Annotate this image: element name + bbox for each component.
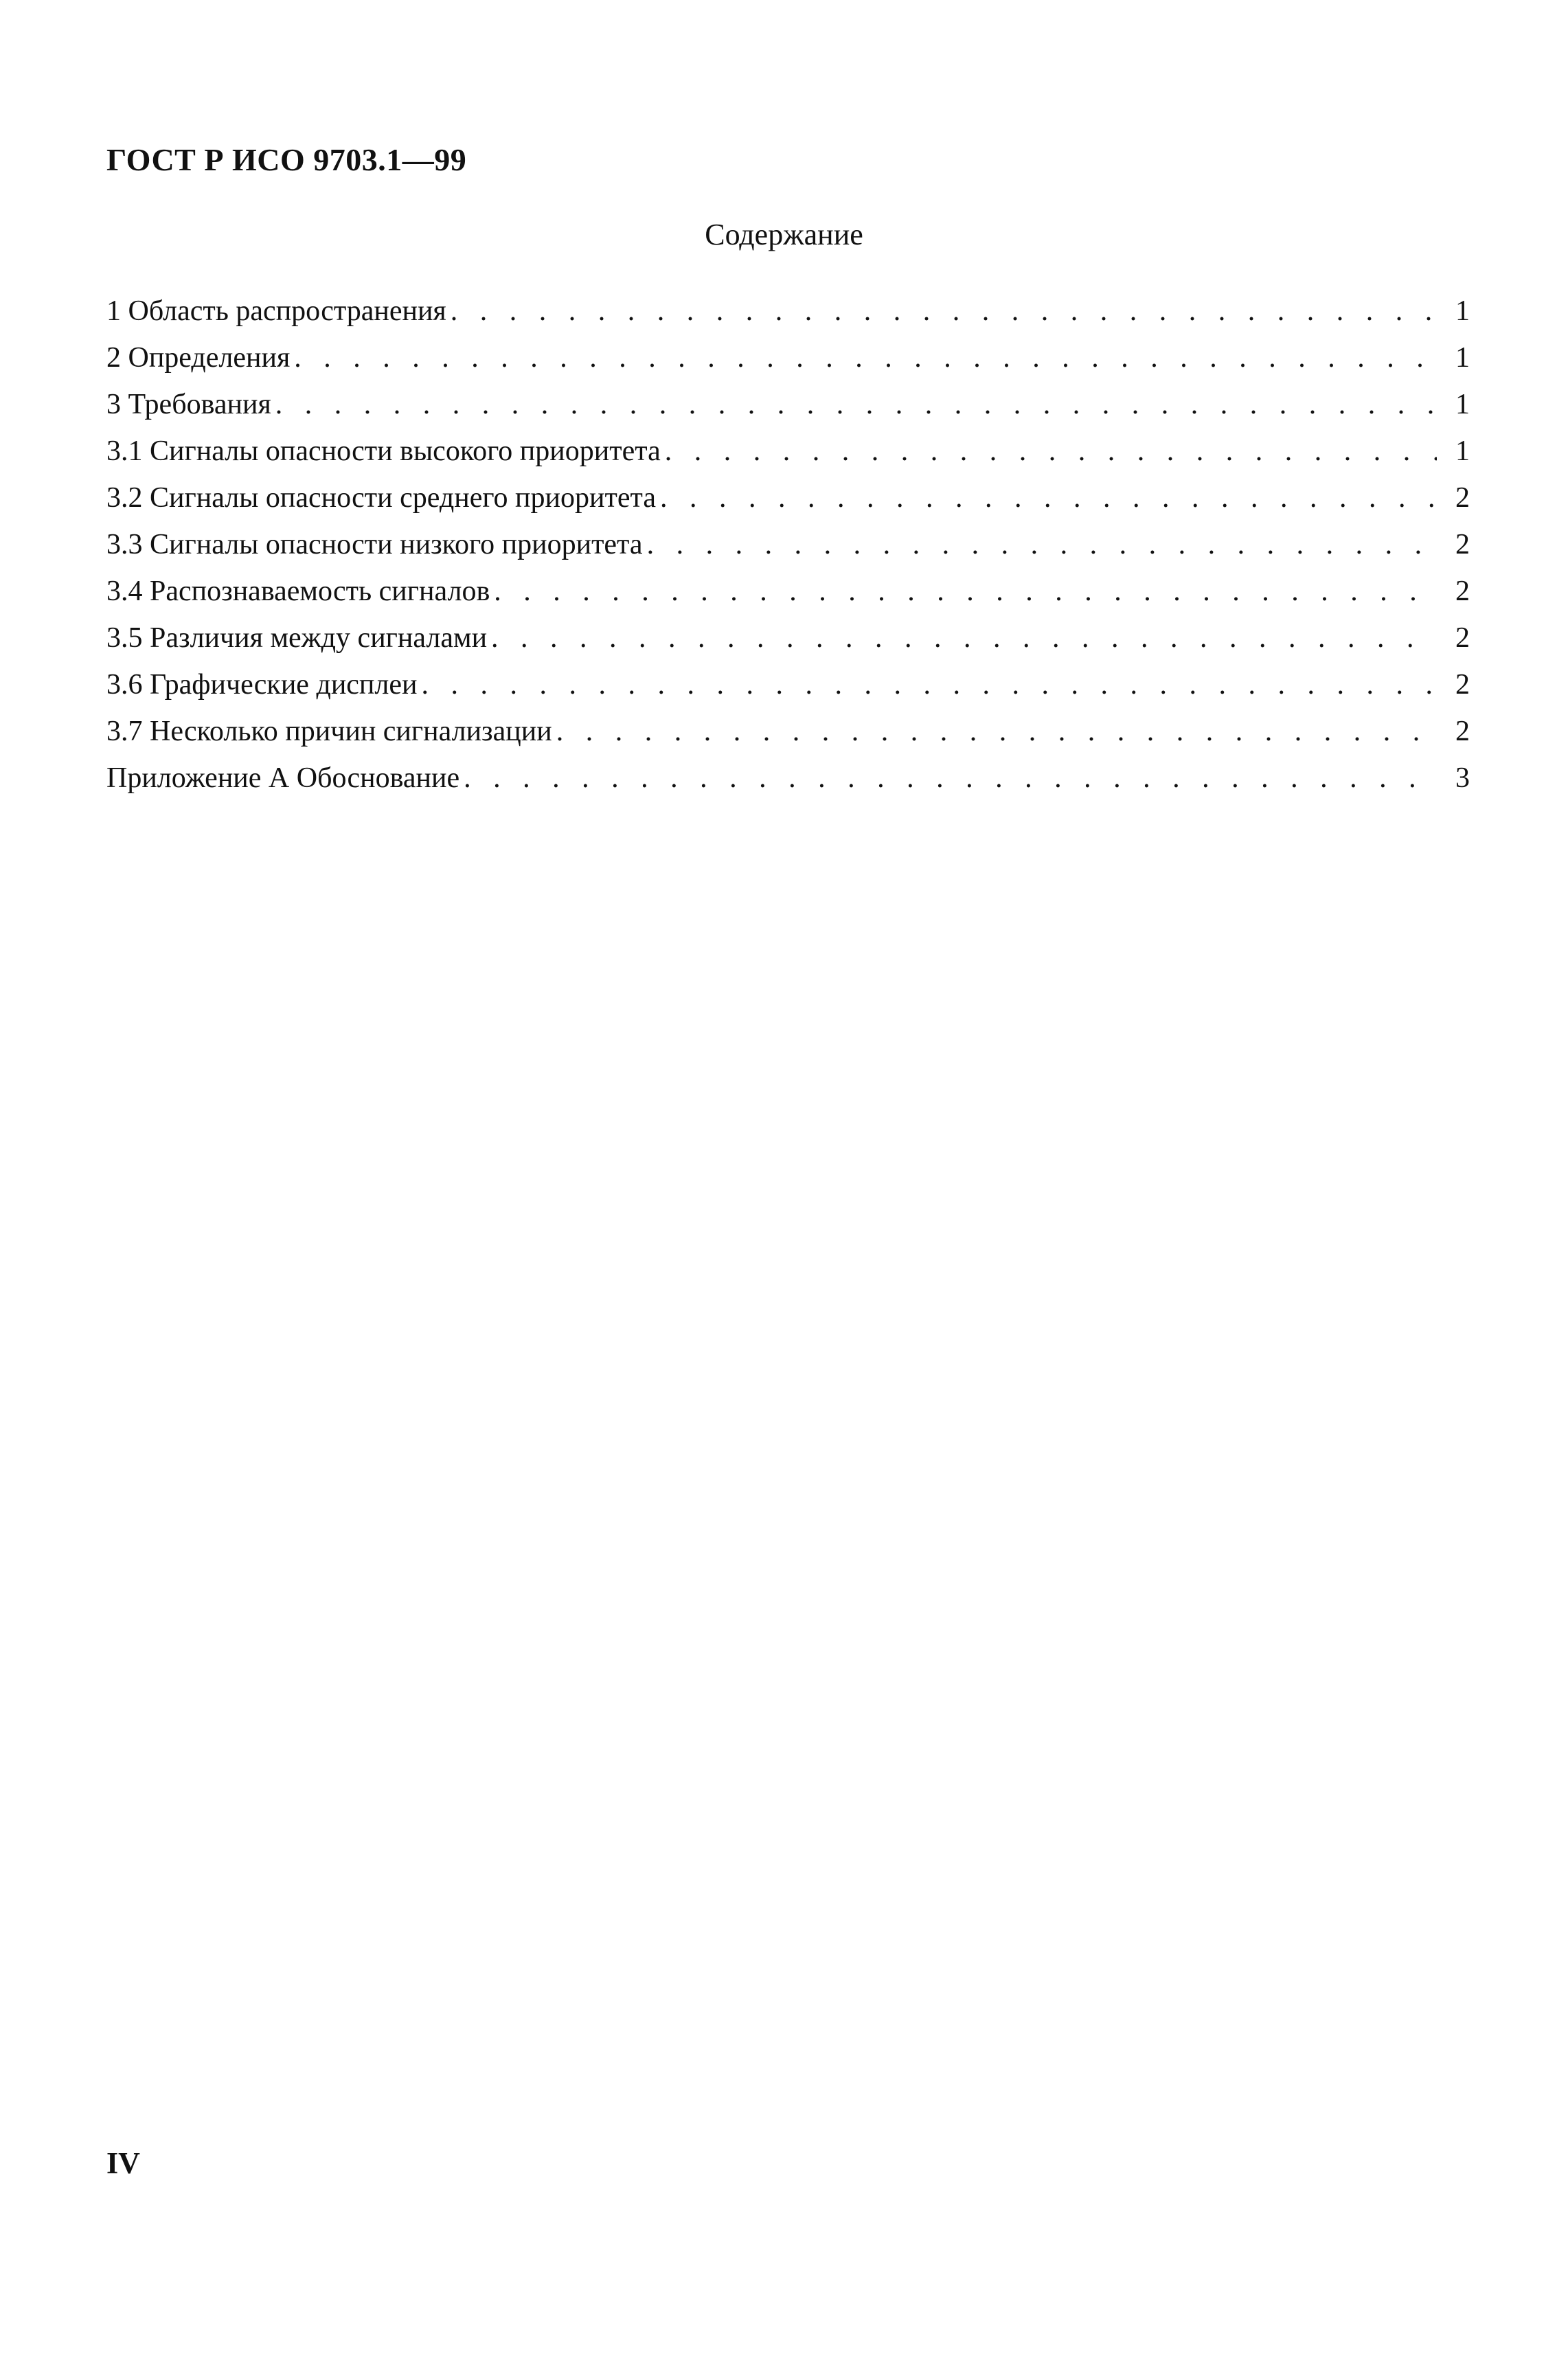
toc-item-page: 2 [1455,576,1470,607]
toc-item[interactable] [106,437,1470,484]
toc-leader-dots [647,530,1437,559]
toc-item[interactable] [106,670,1470,717]
toc-item-page: 2 [1455,529,1470,560]
toc-item-text: 3.5 Различия между сигналами [106,622,488,654]
toc-item-text: 3.4 Распознаваемость сигналов [106,576,490,607]
toc-leader-dots [491,624,1437,652]
toc-item[interactable] [106,624,1470,670]
toc-item[interactable] [106,530,1470,577]
toc-leader-dots [660,484,1437,512]
toc-leader-dots [421,670,1437,699]
toc-item-text: 3 Требования [106,389,271,420]
toc-item-page: 2 [1455,716,1470,747]
toc-item-page: 2 [1455,482,1470,514]
toc-item-text: Приложение А Обоснование [106,762,460,794]
toc-item[interactable] [106,390,1470,437]
toc-item-text: 2 Определения [106,342,291,374]
toc-item-page: 1 [1455,435,1470,467]
toc-leader-dots [556,717,1437,746]
table-of-contents [106,297,1470,810]
toc-item-text: 3.6 Графические дисплеи [106,669,418,701]
toc-item[interactable] [106,717,1470,764]
toc-item[interactable] [106,577,1470,624]
toc-item-text: 3.2 Сигналы опасности среднего приоритета [106,482,656,514]
toc-title-text: Содержание [705,218,863,251]
toc-item-text: 1 Область распространения [106,295,446,327]
toc-item-page: 2 [1455,622,1470,654]
toc-item-text: 3.1 Сигналы опасности высокого приоритета [106,435,661,467]
toc-item[interactable] [106,484,1470,530]
toc-item-page: 2 [1455,669,1470,701]
toc-leader-dots [275,390,1437,419]
toc-leader-dots [451,297,1437,326]
toc-item-page: 1 [1455,342,1470,374]
document-code-header: ГОСТ Р ИСО 9703.1—99 [106,142,467,177]
toc-item[interactable] [106,297,1470,343]
toc-leader-dots [494,577,1437,606]
toc-item[interactable] [106,343,1470,390]
toc-item[interactable] [106,764,1470,810]
toc-item-page: 3 [1455,762,1470,794]
toc-leader-dots [665,437,1437,466]
toc-title [0,220,1568,250]
toc-item-text: 3.7 Несколько причин сигнализации [106,716,552,747]
toc-leader-dots [294,343,1437,372]
page-number: IV [106,2146,140,2180]
toc-item-page: 1 [1455,389,1470,420]
toc-item-page: 1 [1455,295,1470,327]
toc-item-text: 3.3 Сигналы опасности низкого приоритета [106,529,643,560]
toc-leader-dots [464,764,1437,793]
